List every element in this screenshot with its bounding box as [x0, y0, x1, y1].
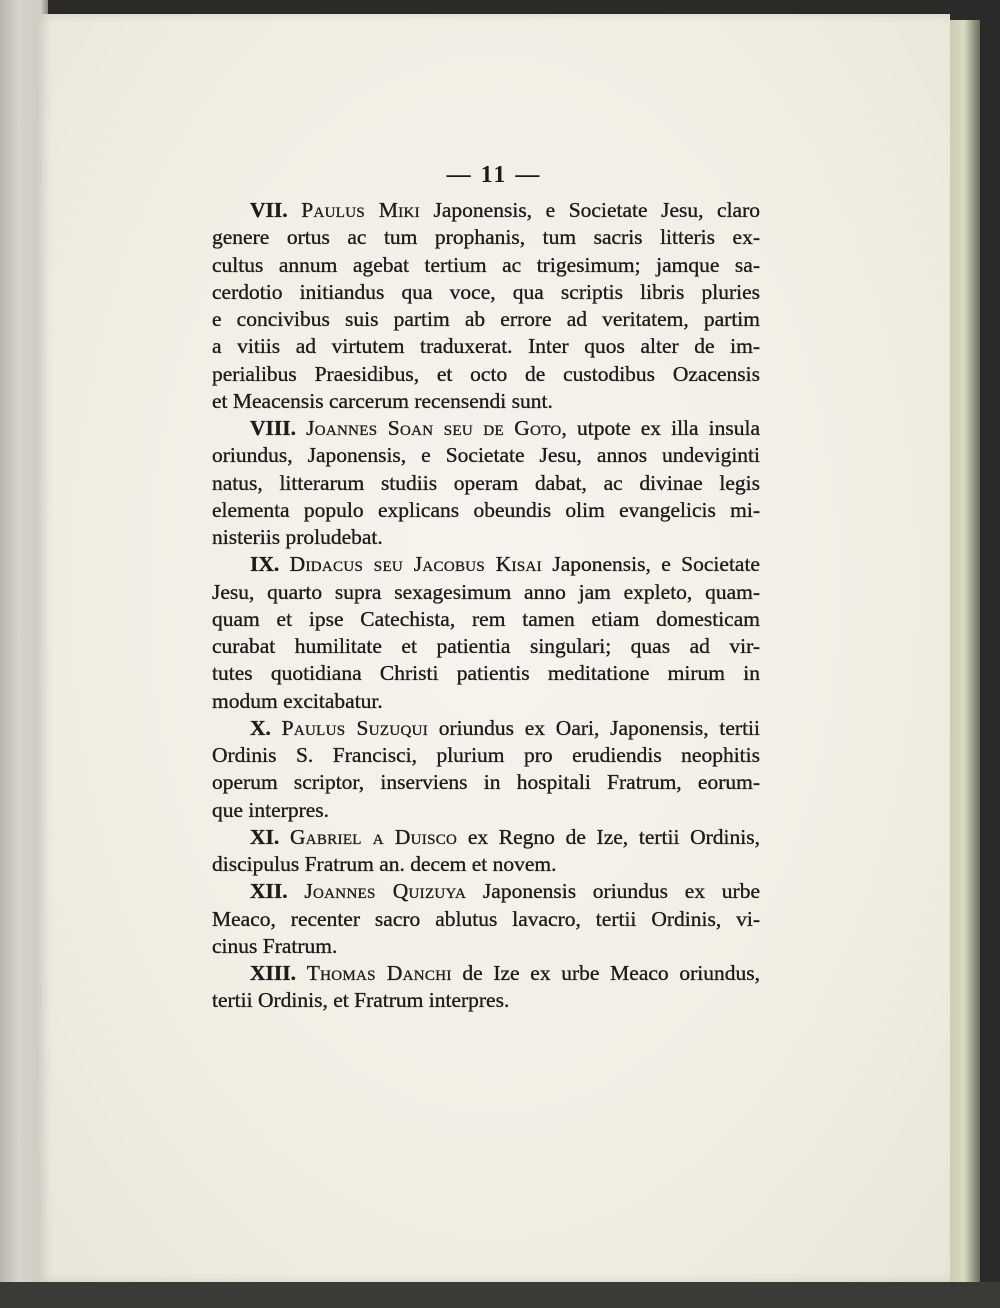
text-segment: Japonensis, e Societate Jesu, claro — [419, 198, 761, 222]
text-line: cerdotio initiandus qua voce, qua scriptis libris pluries — [212, 279, 760, 304]
entry-numeral: XII. — [250, 879, 305, 904]
paragraph — [212, 197, 760, 415]
text-segment: de Ize ex urbe Meaco oriundus, — [451, 961, 760, 985]
text-line: modum excitabatur. — [212, 688, 383, 713]
text-line: tutes quotidiana Christi patientis meditatione mirum in — [212, 661, 760, 686]
book-page — [38, 14, 950, 1282]
paragraph — [212, 551, 760, 715]
text-line: cultus annum agebat tertium ac trigesimum; jamque sa- — [212, 252, 760, 277]
text-line — [212, 415, 760, 442]
paragraph — [212, 960, 760, 1015]
text-segment: oriundus ex Oari, Japonensis, tertii — [428, 715, 760, 740]
text-line — [212, 551, 760, 578]
text-line: e concivibus suis partim ab errore ad veritatem, partim — [212, 307, 760, 331]
person-name: Didacus seu Jacobus Kisai — [289, 552, 542, 577]
text-line: oriundus, Japonensis, e Societate Jesu, annos undeviginti — [212, 443, 760, 468]
text-line: a vitiis ad virtutem traduxerat. Inter quos alter de im- — [212, 334, 760, 359]
text-line: cinus Fratrum. — [212, 933, 338, 958]
text-line — [212, 197, 760, 224]
text-line — [212, 878, 760, 905]
text-line: perialibus Praesidibus, et octo de custodibus Ozacensis — [212, 361, 760, 386]
entry-numeral: VII. — [250, 198, 302, 222]
text-line: que interpres. — [212, 797, 330, 822]
text-line: discipulus Fratrum an. decem et novem. — [212, 852, 557, 876]
text-line: operum scriptor, inserviens in hospitali Fratrum, eorum- — [212, 770, 760, 795]
entry-numeral: XIII. — [250, 961, 307, 985]
text-line: curabat humilitate et patientia singulari; quas ad vir- — [212, 634, 760, 658]
text-line — [212, 824, 760, 851]
text-line: genere ortus ac tum prophanis, tum sacris litteris ex- — [212, 225, 760, 250]
person-name: Joannes Soan seu de Goto — [306, 416, 562, 440]
paragraph — [212, 878, 760, 960]
text-line: Ordinis S. Francisci, plurium pro erudiendis neophitis — [212, 743, 760, 767]
entry-numeral: X. — [250, 715, 282, 740]
book-cover-edge — [948, 20, 980, 1290]
page-number: — 11 — — [446, 162, 542, 188]
entry-numeral: IX. — [250, 552, 290, 577]
entry-numeral: VIII. — [250, 416, 307, 440]
book-bottom-edge — [0, 1282, 1000, 1308]
text-line: tertii Ordinis, et Fratrum interpres. — [212, 988, 510, 1013]
text-line — [212, 715, 760, 742]
text-line: quam et ipse Catechista, rem tamen etiam domesticam — [212, 606, 760, 631]
person-name: Paulus Suzuqui — [281, 715, 429, 740]
paragraph — [212, 715, 760, 824]
text-line: et Meacensis carcerum recensendi sunt. — [212, 388, 553, 413]
text-segment: , utpote ex illa insula — [561, 416, 760, 440]
page-body — [212, 197, 760, 1015]
text-line: Jesu, quarto supra sexagesimum anno jam expleto, quam- — [212, 579, 760, 604]
text-segment: Japonensis, e Societate — [541, 552, 760, 577]
person-name: Gabriel a Duisco — [289, 824, 458, 849]
text-line — [212, 960, 760, 987]
paragraph — [212, 415, 760, 551]
entry-numeral: XI. — [250, 824, 290, 849]
text-line: Meaco, recenter sacro ablutus lavacro, tertii Ordinis, vi- — [212, 906, 760, 931]
paragraph — [212, 824, 760, 879]
text-line: nisteriis proludebat. — [212, 525, 383, 549]
person-name: Paulus Miki — [301, 198, 420, 222]
text-line: elementa populo explicans obeundis olim evangelicis mi- — [212, 497, 760, 522]
text-segment: ex Regno de Ize, tertii Ordinis, — [457, 824, 760, 849]
person-name: Joannes Quizuya — [304, 879, 467, 904]
text-segment: Japonensis oriundus ex urbe — [466, 879, 761, 904]
text-line: natus, litterarum studiis operam dabat, ac divinae legis — [212, 470, 760, 495]
person-name: Thomas Danchi — [306, 961, 452, 985]
